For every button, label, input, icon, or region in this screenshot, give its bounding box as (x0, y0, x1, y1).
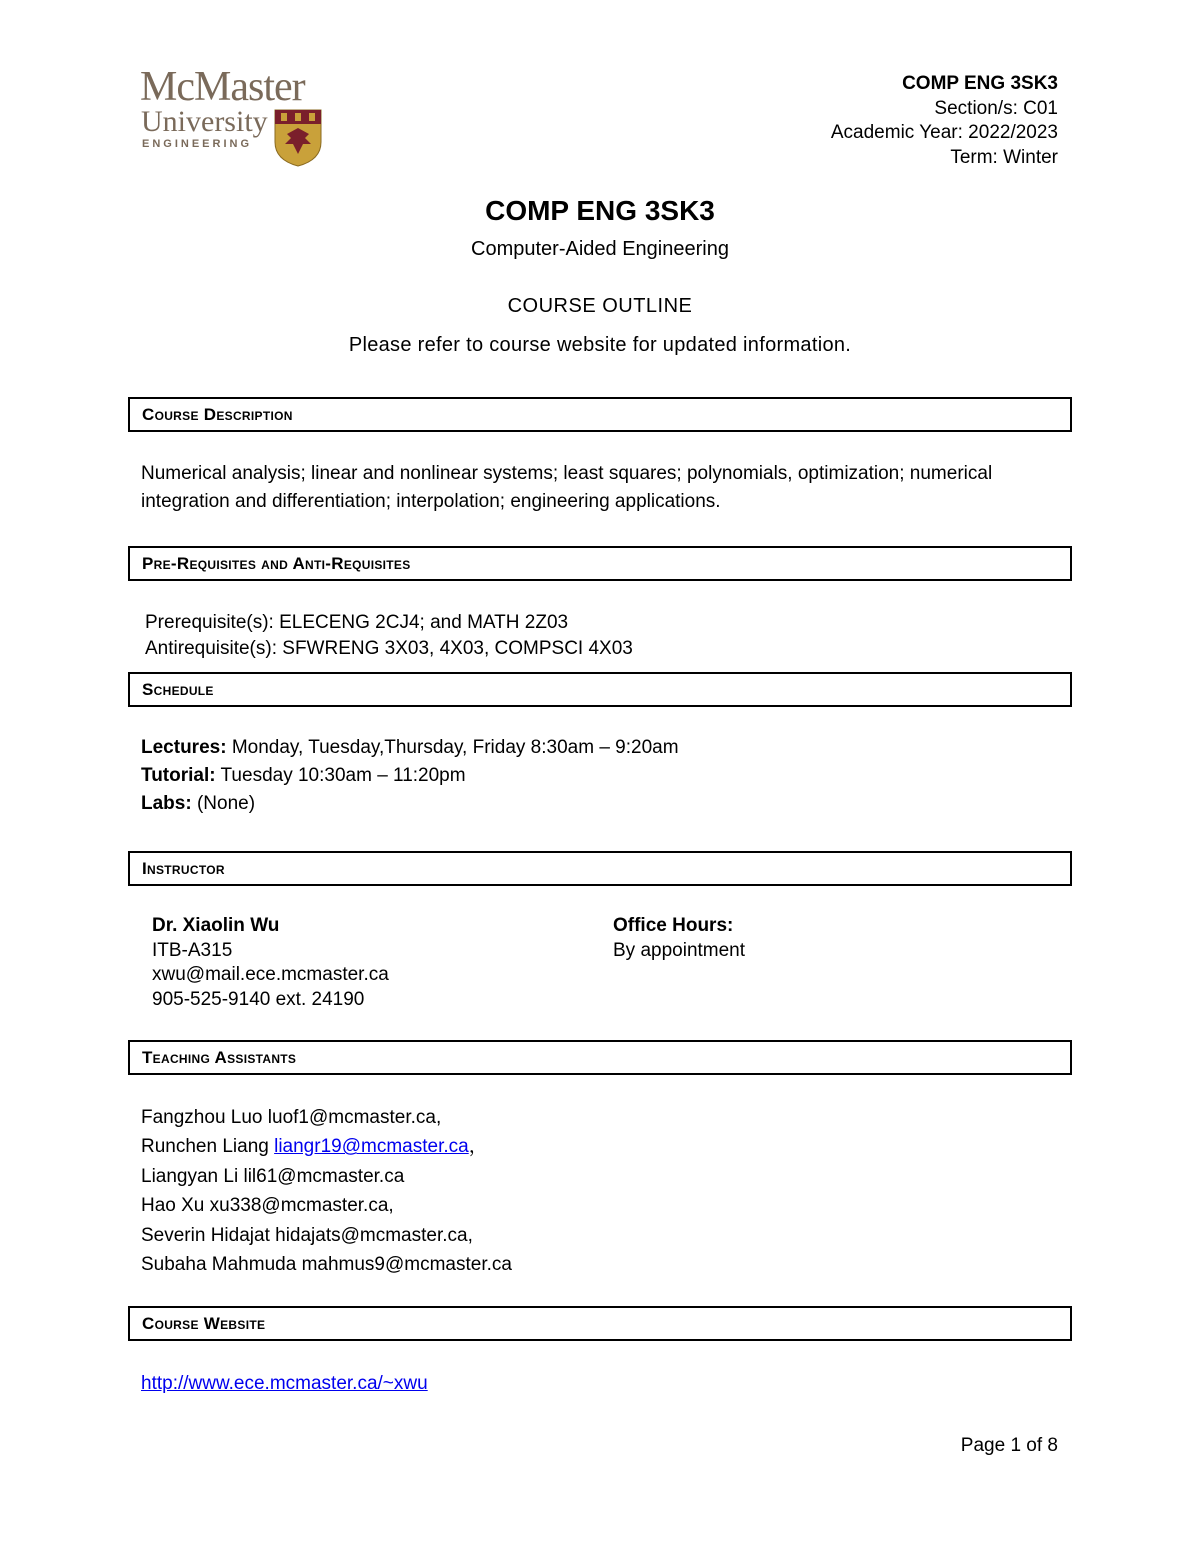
page-title: COMP ENG 3SK3 (485, 195, 715, 226)
list-item: Hao Xu xu338@mcmaster.ca, (141, 1195, 394, 1217)
instructor-email[interactable]: xwu@mail.ece.mcmaster.ca (152, 964, 389, 985)
instructor-contact (152, 914, 389, 1012)
ta-list (141, 1103, 512, 1279)
labs-label: Labs: (141, 793, 192, 814)
list-item: Severin Hidajat hidajats@mcmaster.ca, (141, 1224, 473, 1246)
instructor-office: ITB-A315 (152, 939, 233, 961)
course-name: Computer-Aided Engineering (471, 238, 729, 260)
ta-email-link[interactable]: liangr19@mcmaster.ca (274, 1136, 469, 1158)
office-hours-label: Office Hours: (613, 915, 734, 936)
list-item: Runchen Liang liangr19@mcmaster.ca， (141, 1136, 488, 1158)
update-note: Please refer to course website for updated information. (348, 334, 852, 356)
section-heading-schedule: Schedule (128, 672, 1072, 707)
university-crest-icon (273, 108, 323, 168)
section-heading-website: Course Website (128, 1306, 1072, 1341)
header-term: Term: Winter (950, 146, 1058, 168)
instructor-name: Dr. Xiaolin Wu (152, 915, 280, 936)
section-heading-description: Course Description (128, 397, 1072, 432)
section-heading-requisites: Pre-Requisites and Anti-Requisites (128, 546, 1072, 581)
list-item: Subaha Mahmuda mahmus9@mcmaster.ca (141, 1254, 512, 1276)
section-heading-instructor: Instructor (128, 851, 1072, 886)
logo-mcmaster-text: McMaster (140, 64, 305, 110)
labs-row (141, 790, 679, 818)
prerequisite-text: Prerequisite(s): ELECENG 2CJ4; and MATH 2Z03 (145, 612, 569, 633)
course-website-link[interactable]: http://www.ece.mcmaster.ca/~xwu (141, 1373, 428, 1394)
requisites-block (145, 610, 633, 662)
lectures-value: Monday, Tuesday,Thursday, Friday 8:30am – 9:20am (231, 737, 679, 758)
document-header (831, 72, 1058, 170)
lectures-row (141, 734, 679, 762)
header-academic-year: Academic Year: 2022/2023 (830, 122, 1058, 143)
mcmaster-engineering-logo (140, 66, 340, 171)
logo-engineering-text: ENGINEERING (142, 138, 253, 150)
list-item: Liangyan Li lil61@mcmaster.ca (141, 1165, 405, 1187)
section-heading-tas: Teaching Assistants (128, 1040, 1072, 1075)
office-hours-value: By appointment (613, 939, 746, 961)
labs-value: (None) (196, 793, 256, 814)
antirequisite-text: Antirequisite(s): SFWRENG 3X03, 4X03, COMPSCI 4X03 (145, 638, 633, 659)
lectures-label: Lectures: (141, 737, 227, 758)
instructor-phone: 905-525-9140 ext. 24190 (152, 988, 365, 1010)
schedule-block (141, 734, 679, 818)
tutorial-row (141, 762, 679, 790)
tutorial-label: Tutorial: (141, 765, 216, 786)
course-description-text: Numerical analysis; linear and nonlinear systems; least squares; polynomials, optimization; numerical integration and differentiation; interpolation; engineering applications. (141, 463, 993, 512)
tutorial-value: Tuesday 10:30am – 11:20pm (220, 765, 466, 786)
list-item: Fangzhou Luo luof1@mcmaster.ca, (141, 1107, 442, 1128)
page-number: Page 1 of 8 (960, 1435, 1058, 1456)
header-section: Section/s: C01 (934, 97, 1058, 119)
header-course-code: COMP ENG 3SK3 (902, 73, 1058, 94)
office-hours (613, 914, 745, 963)
logo-university-text: University (141, 105, 268, 138)
course-outline-label: COURSE OUTLINE (507, 295, 693, 317)
